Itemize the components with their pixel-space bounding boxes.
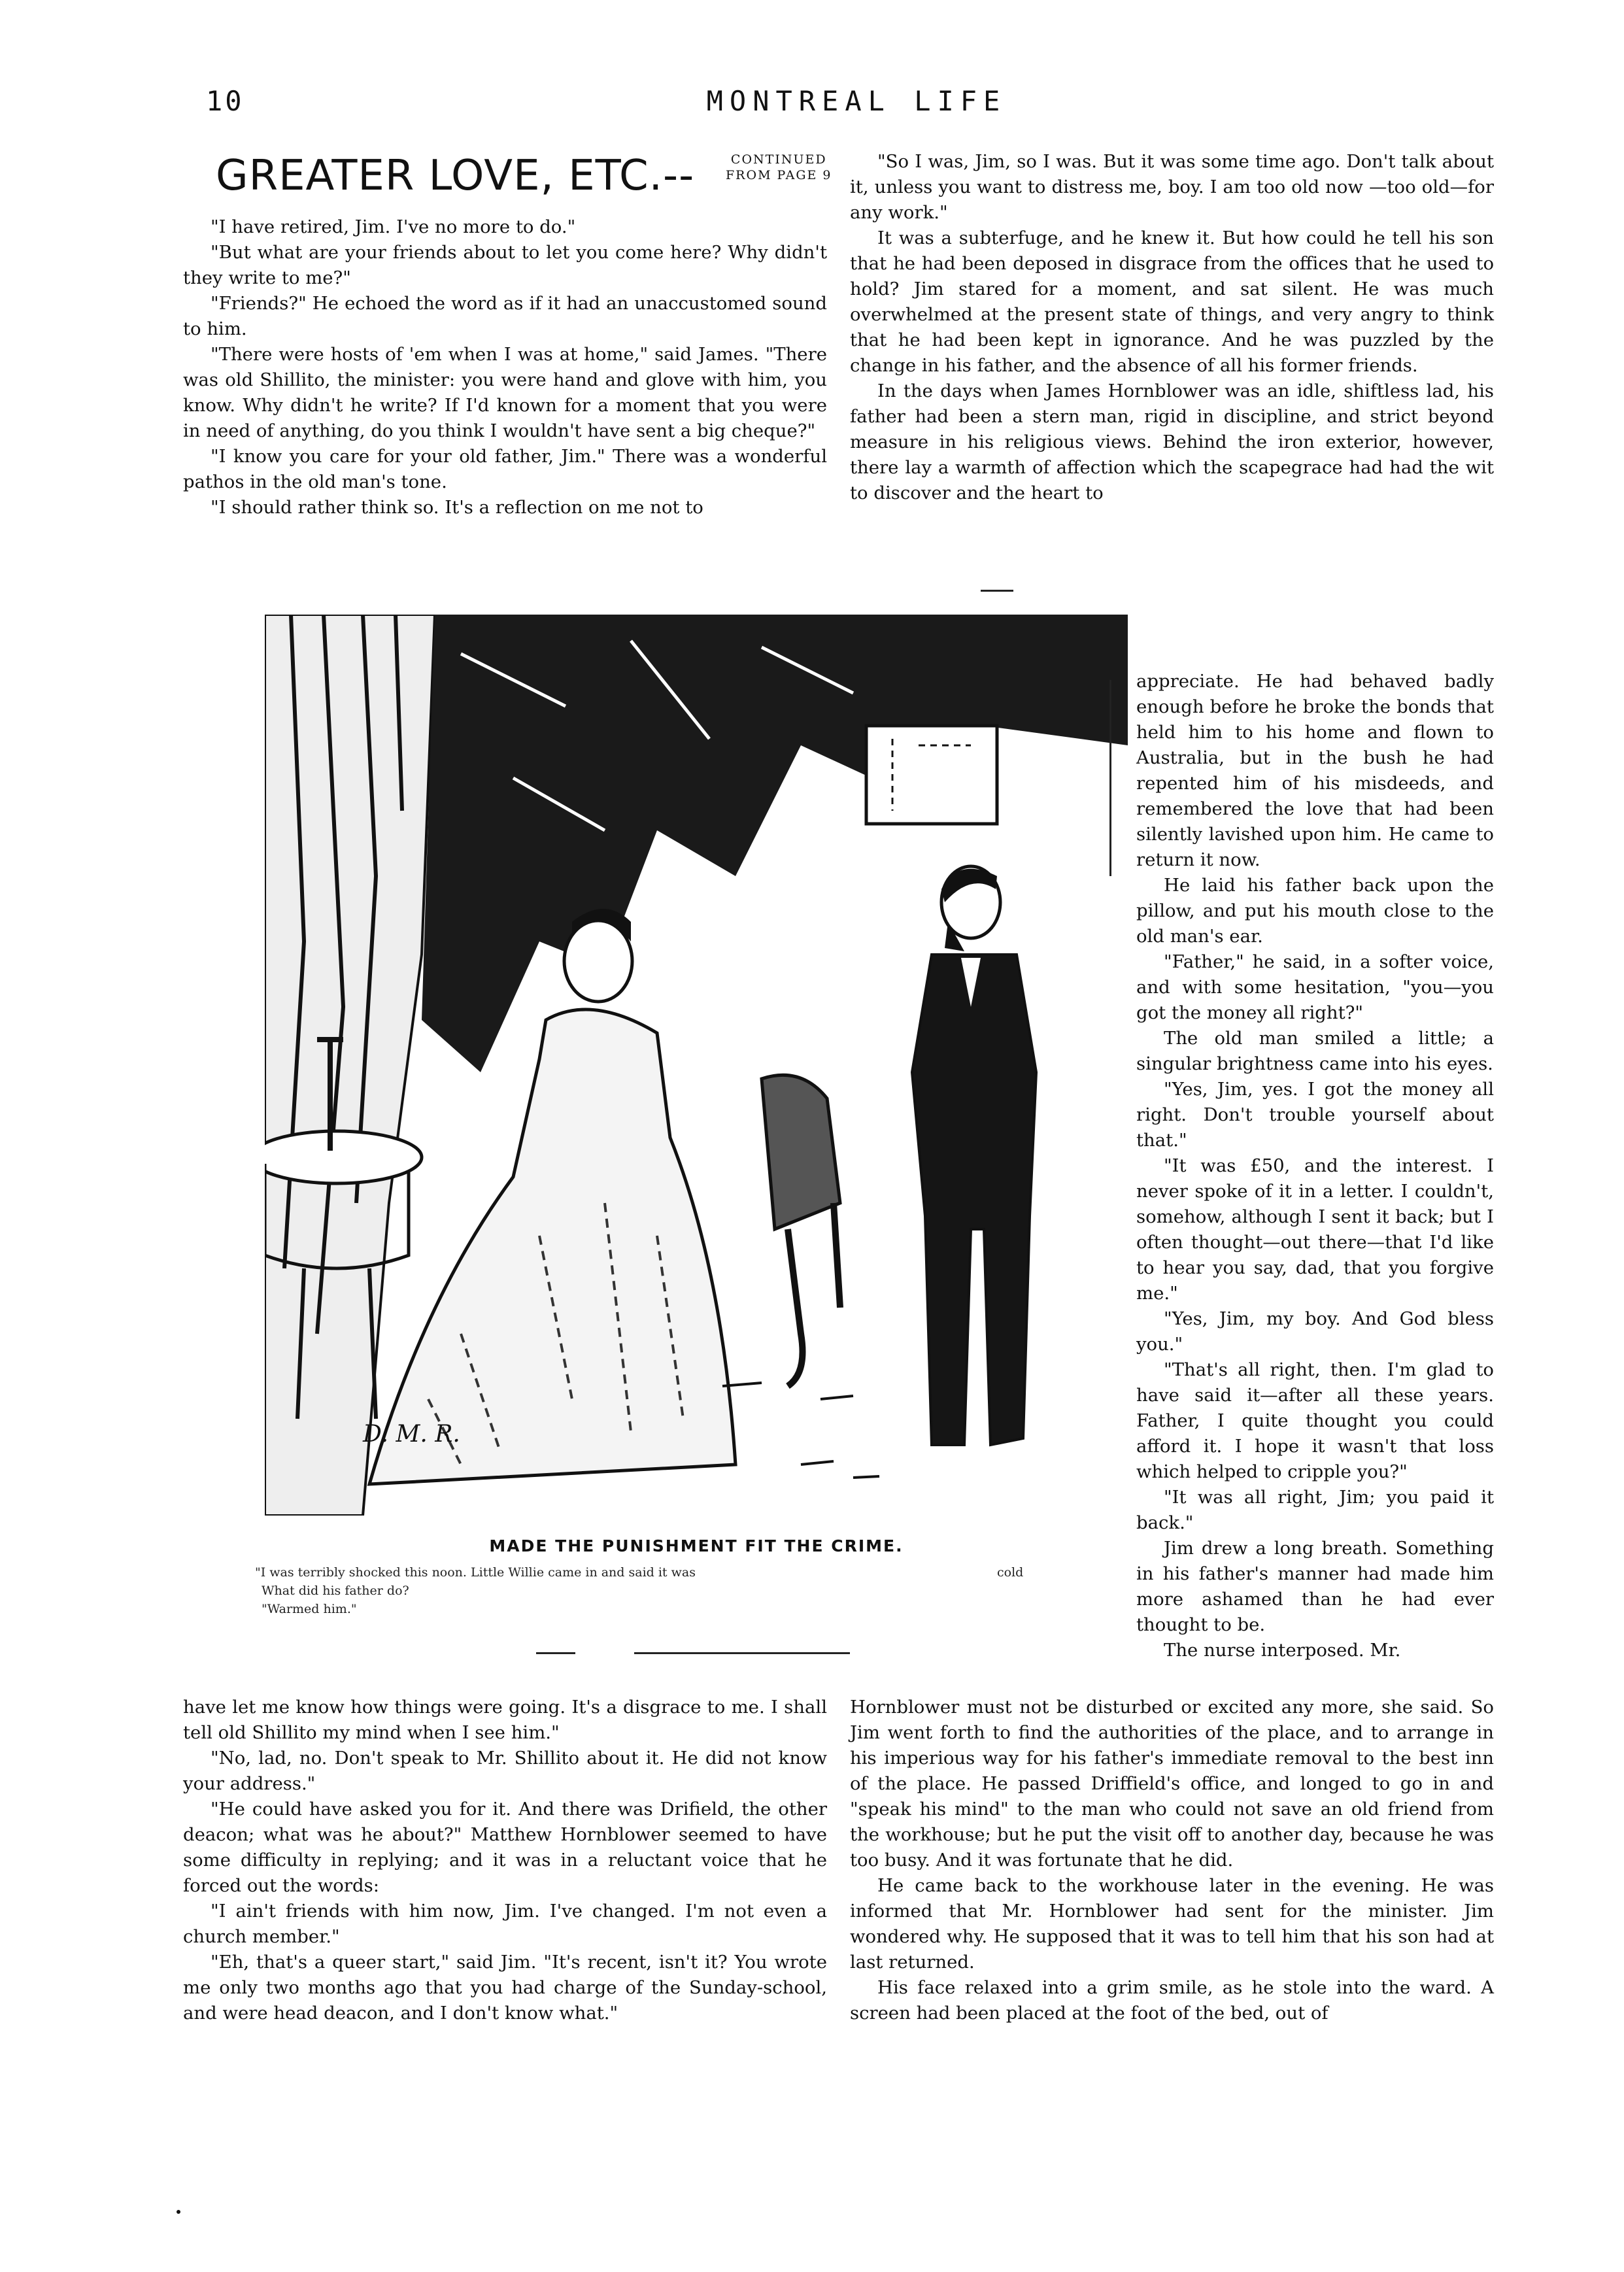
column-top-right [850,149,1494,506]
column-top-left [183,214,827,520]
artist-signature: D. M. R. [363,1421,460,1448]
paragraph: "Father," he said, in a softer voice, and with some hesitation, "you—you got the money all right?" [1136,951,1494,1023]
chair [762,1075,840,1386]
column-narrow-right [1136,669,1494,1663]
ink-speck [177,2210,180,2214]
paragraph: "It was £50, and the interest. I never spoke of it in a letter. I couldn't, somehow, although I sent it back; but I often thought—out there—that I'd like to hear you say, dad, that you forgive me." [1136,1155,1494,1304]
caption-line-end: cold [997,1565,1024,1580]
paragraph: In the days when James Hornblower was an idle, shiftless lad, his father had been a stern man, rigid in discipline, and strict beyond measure in his religious views. Behind the iron exterior, however, there lay a warmth of affection which the scapegrace had had the wit to discover and the heart to [850,381,1494,503]
window-frame [866,726,997,824]
paragraph: appreciate. He had behaved badly enough before he broke the bonds that held him to his home and flown to Australia, but in the bush he had repented him of his misdeeds, and remembered the love that had been silently lavished upon him. He came to return it now. [1136,671,1494,870]
column-bottom-left [183,1695,827,2026]
paragraph: He laid his father back upon the pillow, and put his mouth close to the old man's ear. [1136,875,1494,947]
floor-hatching [722,1383,879,1478]
page-number: 10 [206,85,245,117]
paragraph: "It was all right, Jim; you paid it back." [1136,1487,1494,1533]
paragraph: "He could have asked you for it. And there was Drifield, the other deacon; what was he about?" Matthew Hornblower seemed to have some difficulty in replying; and it was in a reluctant voice that he forced out the words: [183,1799,827,1896]
paragraph: "I know you care for your old father, Jim." There was a wonderful pathos in the old man's tone. [183,446,827,492]
column-bottom-right [850,1695,1494,2026]
illustration-edge-line [1109,680,1111,876]
continued-line: FROM PAGE 9 [726,168,832,182]
standing-man-figure [912,866,1036,1445]
paragraph: "Friends?" He echoed the word as if it had an unaccustomed sound to him. [183,293,827,339]
paragraph: The old man smiled a little; a singular brightness came into his eyes. [1136,1028,1494,1074]
article-title: GREATER LOVE, ETC.-- [216,152,695,200]
paragraph: "I ain't friends with him now, Jim. I've changed. I'm not even a church member." [183,1901,827,1947]
caption-line: What did his father do? [262,1584,409,1598]
paragraph: It was a subterfuge, and he knew it. But how could he tell his son that he had been deposed in disgrace from the offices that he used to hold? Jim stared for a moment, and sat silent. He was much overwhelmed at the present state of things, and very angry to think that he had been kept in ignorance. And he was puzzled by the change in his father, and the absence of all his former friends. [850,228,1494,376]
paragraph: His face relaxed into a grim smile, as he stole into the ward. A screen had been placed at the foot of the bed, out of [850,1977,1494,2024]
small-rule [536,1652,575,1654]
section-rule [634,1652,850,1654]
paragraph: "I should rather think so. It's a reflection on me not to [211,497,703,518]
masthead: MONTREAL LIFE [706,85,1007,117]
paragraph: "So I was, Jim, so I was. But it was some time ago. Don't talk about it, unless you want to distress me, boy. I am too old now —too old—for any work." [850,151,1494,223]
caption-line: "Warmed him." [262,1602,357,1616]
continued-note [726,152,832,183]
caption-line: "I was terribly shocked this noon. Little Willie came in and said it was [255,1565,696,1580]
paragraph: Jim drew a long breath. Something in his father's manner had made him more ashamed than he had ever thought to be. [1136,1538,1494,1635]
paragraph: "Eh, that's a queer start," said Jim. "It's recent, isn't it? You wrote me only two months ago that you had charge of the Sunday-school, and were head deacon, and I don't know what." [183,1952,827,2024]
paragraph: have let me know how things were going. It's a disgrace to me. I shall tell old Shillito my mind when I see him." [183,1697,827,1743]
paragraph: "There were hosts of 'em when I was at home," said James. "There was old Shillito, the minister: you were hand and glove with him, you know. Why didn't he write? If I'd known for a moment that you were in need of anything, do you think I wouldn't have sent a big cheque?" [183,344,827,441]
paragraph: "No, lad, no. Don't speak to Mr. Shillito about it. He did not know your address." [183,1748,827,1794]
paragraph: Hornblower must not be disturbed or excited any more, she said. So Jim went forth to find the authorities of the place, and to arrange in his imperious way for his father's immediate removal to the best inn of the place. He passed Driffield's office, and longed to go in and "speak his mind" to the man who could not save an old friend from the workhouse; but he put the visit off to another day, because he was too busy. And it was fortunate that he did. [850,1697,1494,1871]
paragraph: "Yes, Jim, yes. I got the money all right. Don't trouble yourself about that." [1136,1079,1494,1151]
paragraph: He came back to the workhouse later in the evening. He was informed that Mr. Hornblower had sent for the minister. Jim wondered why. He supposed that it was to tell him that his son had at last returned. [850,1875,1494,1973]
paragraph: "But what are your friends about to let you come here? Why didn't they write to me?" [183,242,827,288]
paragraph: "Yes, Jim, my boy. And God bless you." [1136,1308,1494,1355]
illustration [265,615,1128,1516]
small-rule [981,590,1013,592]
paragraph: "That's all right, then. I'm glad to have said it—after all these years. Father, I quite thought you could afford it. I hope it wasn't that loss which helped to cripple you?" [1136,1359,1494,1482]
paragraph: The nurse interposed. Mr. [1164,1640,1401,1661]
continued-line: CONTINUED [730,152,827,167]
paragraph: "I have retired, Jim. I've no more to do." [211,216,576,237]
caption-title: MADE THE PUNISHMENT FIT THE CRIME. [489,1536,904,1555]
